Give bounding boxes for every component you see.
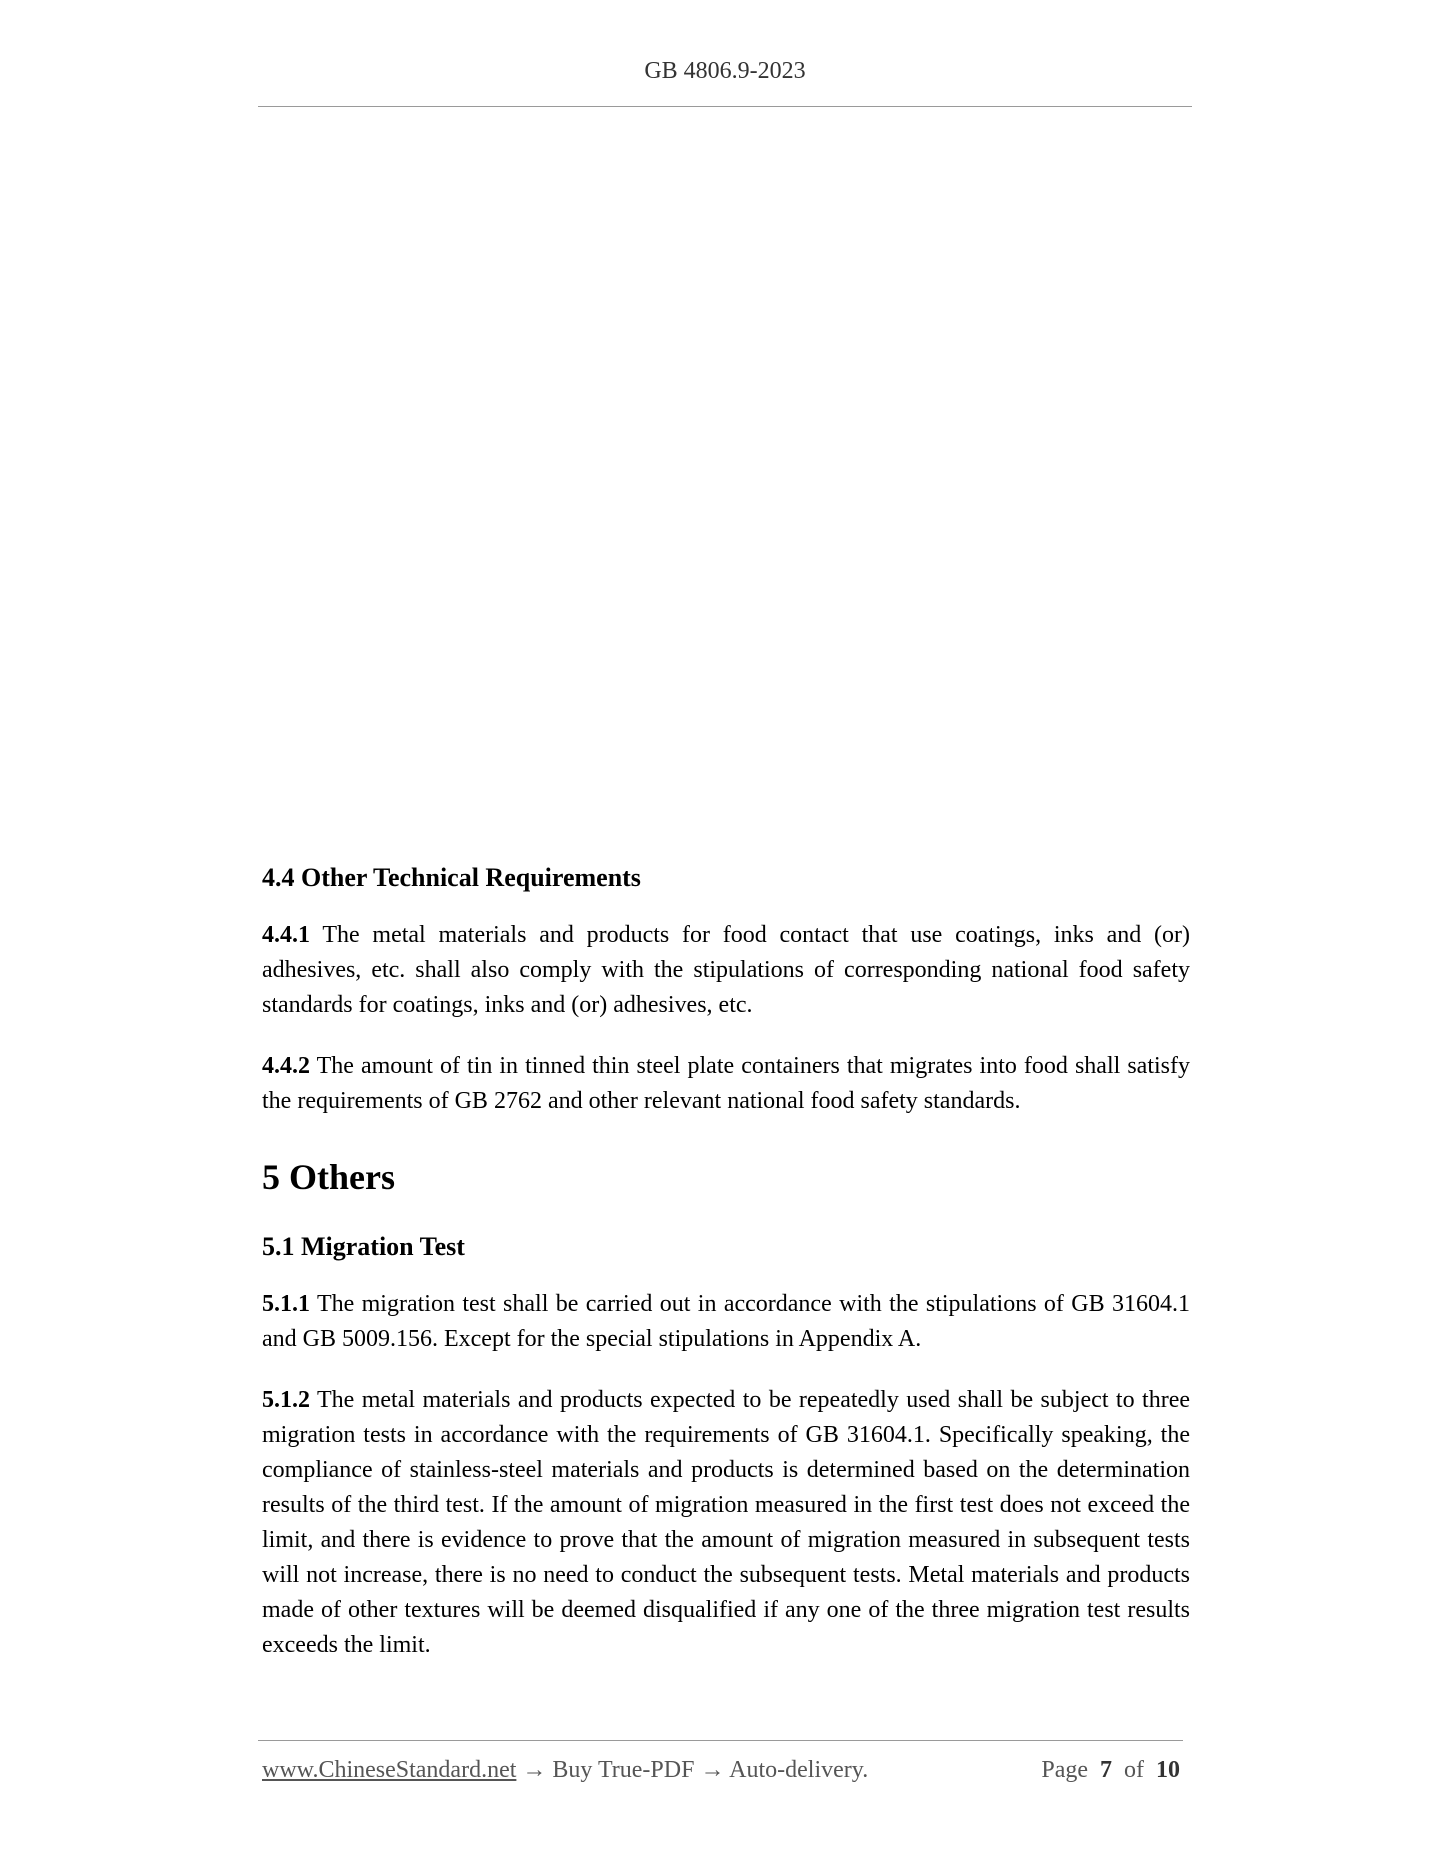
auto-delivery-text: Auto-delivery. bbox=[729, 1757, 869, 1783]
clause-text: The metal materials and products expected to be repeatedly used shall be subject to three migration tests in accordance with the requirements of GB 31604.1. Specifically speaking, the compliance of stainless-steel materials and products is determined based on the determination results of the third test. If the amount of migration measured in the first test does not exceed the limit, and there is evidence to prove that the amount of migration measured in subsequent tests will not increase, there is no need to conduct the subsequent tests. Metal materials and products made of other textures will be deemed disqualified if any one of the three migration test results exceeds the limit. bbox=[262, 1387, 1190, 1658]
clause-5-1-2 bbox=[262, 1383, 1190, 1663]
footer-divider bbox=[258, 1740, 1183, 1741]
site-link[interactable]: www.ChineseStandard.net bbox=[262, 1757, 517, 1783]
document-body bbox=[262, 860, 1190, 1689]
clause-text: The amount of tin in tinned thin steel plate containers that migrates into food shall satisfy the requirements of GB 2762 and other relevant national food safety standards. bbox=[262, 1053, 1190, 1114]
arrow-right-icon: → bbox=[516, 1757, 553, 1783]
section-5-heading: 5 Others bbox=[262, 1157, 395, 1197]
clause-number: 4.4.1 bbox=[262, 922, 310, 948]
clause-4-4-2 bbox=[262, 1049, 1190, 1119]
clause-number: 5.1.2 bbox=[262, 1387, 310, 1413]
clause-4-4-1 bbox=[262, 918, 1190, 1023]
section-4-4-heading: 4.4 Other Technical Requirements bbox=[262, 863, 641, 892]
page-label: Page bbox=[1041, 1757, 1088, 1783]
clause-number: 4.4.2 bbox=[262, 1053, 310, 1079]
clause-text: The metal materials and products for food contact that use coatings, inks and (or) adhesives, etc. shall also comply with the stipulations of corresponding national food safety standards for coatings, inks and (or) adhesives, etc. bbox=[262, 922, 1190, 1018]
clause-5-1-1 bbox=[262, 1287, 1190, 1357]
of-label: of bbox=[1124, 1757, 1144, 1783]
page-indicator bbox=[1041, 1757, 1180, 1784]
page-header-standard-code: GB 4806.9-2023 bbox=[644, 58, 806, 84]
arrow-right-icon: → bbox=[694, 1757, 730, 1783]
page-footer bbox=[262, 1757, 1180, 1784]
section-5-1-heading: 5.1 Migration Test bbox=[262, 1232, 465, 1261]
page-total: 10 bbox=[1156, 1757, 1180, 1783]
header-divider bbox=[258, 106, 1192, 107]
buy-true-pdf-text: Buy True-PDF bbox=[552, 1757, 695, 1783]
clause-text: The migration test shall be carried out in accordance with the stipulations of GB 31604.1 and GB 5009.156. Except for the special stipulations in Appendix A. bbox=[262, 1291, 1190, 1352]
clause-number: 5.1.1 bbox=[262, 1291, 310, 1317]
page-current: 7 bbox=[1100, 1757, 1112, 1783]
